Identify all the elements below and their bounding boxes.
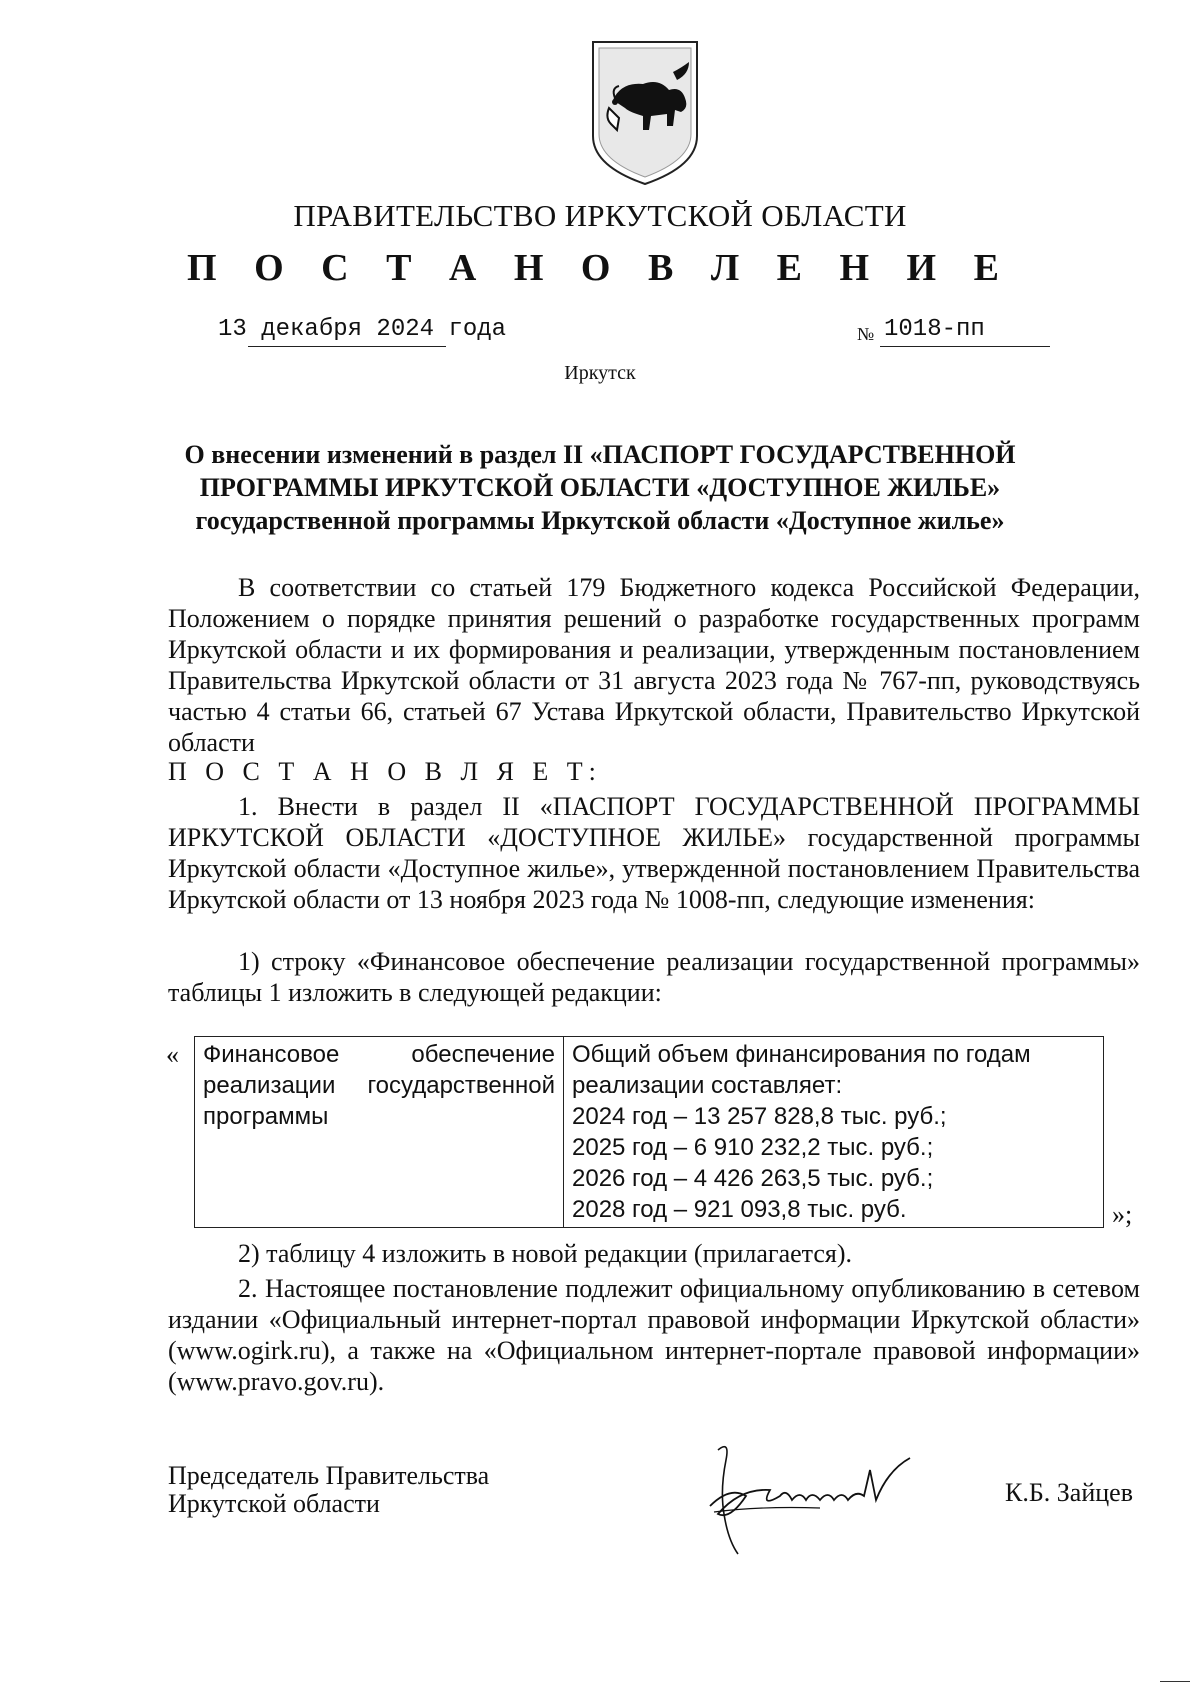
signatory-title-line: Иркутской области [168,1489,380,1518]
date-underline [248,346,446,347]
financing-year-row: 2024 год – 13 257 828,8 тыс. руб.; [572,1103,947,1130]
page-edge-mark [1160,1681,1190,1682]
signatory-title-line: Председатель Правительства [168,1461,490,1490]
financing-year-row: 2025 год – 6 910 232,2 тыс. руб.; [572,1134,934,1161]
handwritten-signature [700,1430,960,1570]
number-sign: № [857,324,875,344]
quote-open: « [166,1040,179,1069]
resolves-word: П О С Т А Н О В Л Я Е Т: [168,757,602,786]
document-title: О внесении изменений в раздел II «ПАСПОРТ ГОСУДАРСТВЕННОЙ ПРОГРАММЫ ИРКУТСКОЙ ОБЛАСТИ «ДОСТУПНОЕ ЖИЛЬЕ» государственной программы Иркутской области «Доступное жилье» [184,440,1016,535]
decree-number: 1018-пп [884,316,985,343]
financing-table [194,1036,1104,1228]
preamble-paragraph: В соответствии со статьей 179 Бюджетного кодекса Российской Федерации, Положением о порядке принятия решений о разработке государственных программ Иркутской области и их формирования и реализации, утвержденным постановлением Правительства Иркутской области от 31 августа 2023 года № 767-пп, руководствуясь частью 4 статьи 66, статьей 67 Устава Иркутской области, Правительство Иркутской области [168,573,1140,757]
number-underline [880,346,1050,347]
item-2-paragraph: 2. Настоящее постановление подлежит официальному опубликованию в сетевом издании «Официальный интернет-портал правовой информации Иркутской области» (www.ogirk.ru), а также на «Официальном интернет-портале правовой информации» (www.pravo.gov.ru). [168,1274,1140,1396]
quote-close: »; [1112,1200,1133,1229]
table-cell-label: Финансовое обеспечение реализации государственной программы [195,1037,564,1228]
government-name: ПРАВИТЕЛЬСТВО ИРКУТСКОЙ ОБЛАСТИ [293,198,907,233]
item-1-paragraph: 1. Внести в раздел II «ПАСПОРТ ГОСУДАРСТВЕННОЙ ПРОГРАММЫ ИРКУТСКОЙ ОБЛАСТИ «ДОСТУПНОЕ ЖИЛЬЕ» государственной программы Иркутской области «Доступное жилье», утвержденной постановлением Правительства Иркутской области от 13 ноября 2023 года № 1008-пп, следующие изменения: [168,792,1140,914]
decree-date: 13 декабря 2024 года [218,316,507,343]
document-type: П О С Т А Н О В Л Е Н И Е [187,247,1013,289]
coat-of-arms-emblem [585,38,705,188]
item-1-2-paragraph: 2) таблицу 4 изложить в новой редакции (прилагается). [238,1239,852,1268]
financing-intro: Общий объем финансирования по годам реализации составляет: [572,1041,1031,1099]
table-cell-values [564,1037,1104,1228]
signatory-name: К.Б. Зайцев [1005,1478,1133,1507]
signatory-title [168,1462,489,1518]
financing-year-row: 2026 год – 4 426 263,5 тыс. руб.; [572,1165,934,1192]
item-1-1-paragraph: 1) строку «Финансовое обеспечение реализации государственной программы» таблицы 1 изложить в следующей редакции: [168,947,1140,1007]
financing-year-row: 2028 год – 921 093,8 тыс. руб. [572,1196,907,1223]
table-row [195,1037,1104,1228]
city: Иркутск [564,362,636,384]
